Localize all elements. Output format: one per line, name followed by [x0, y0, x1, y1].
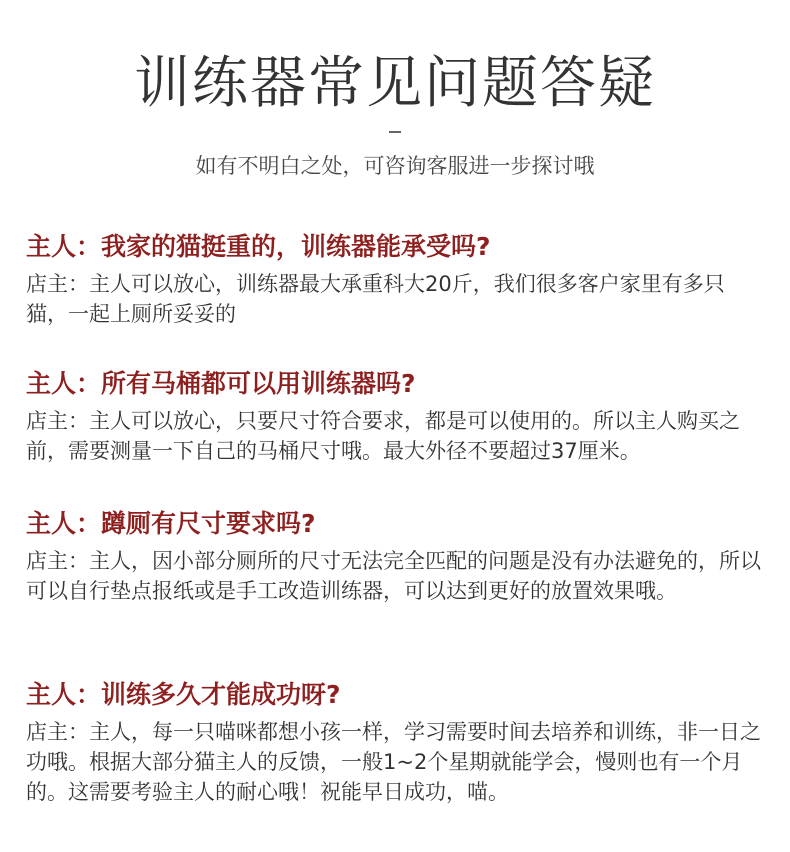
page-subtitle: 如有不明白之处，可咨询客服进一步探讨哦 — [195, 154, 595, 178]
faq-item — [26, 230, 766, 329]
faq-answer: 店主：主人，因小部分厕所的尺寸无法完全匹配的问题是没有办法避免的，所以可以自行垫点报纸或是手工改造训练器，可以达到更好的放置效果哦。 — [26, 549, 761, 603]
faq-item — [26, 507, 766, 606]
page-title: 训练器常见问题答疑 — [134, 51, 656, 116]
faq-answer: 店主：主人可以放心，训练器最大承重科大20斤，我们很多客户家里有多只猫，一起上厕所妥妥的 — [26, 272, 725, 326]
title-divider — [389, 131, 401, 133]
faq-question: 主人：蹲厕有尺寸要求吗? — [26, 509, 316, 538]
faq-question: 主人：我家的猫挺重的，训练器能承受吗? — [26, 232, 491, 261]
faq-question: 主人：训练多久才能成功呀? — [26, 680, 341, 709]
faq-item — [26, 678, 766, 807]
faq-item — [26, 367, 766, 466]
faq-answer: 店主：主人可以放心，只要尺寸符合要求，都是可以使用的。所以主人购买之前，需要测量一下自己的马桶尺寸哦。最大外径不要超过37厘米。 — [26, 409, 740, 463]
faq-question: 主人：所有马桶都可以用训练器吗? — [26, 369, 416, 398]
faq-answer: 店主：主人，每一只喵咪都想小孩一样，学习需要时间去培养和训练，非一日之功哦。根据大部分猫主人的反馈，一般1~2个星期就能学会，慢则也有一个月的。这需要考验主人的耐心哦！祝能早日成功，喵。 — [26, 720, 761, 804]
